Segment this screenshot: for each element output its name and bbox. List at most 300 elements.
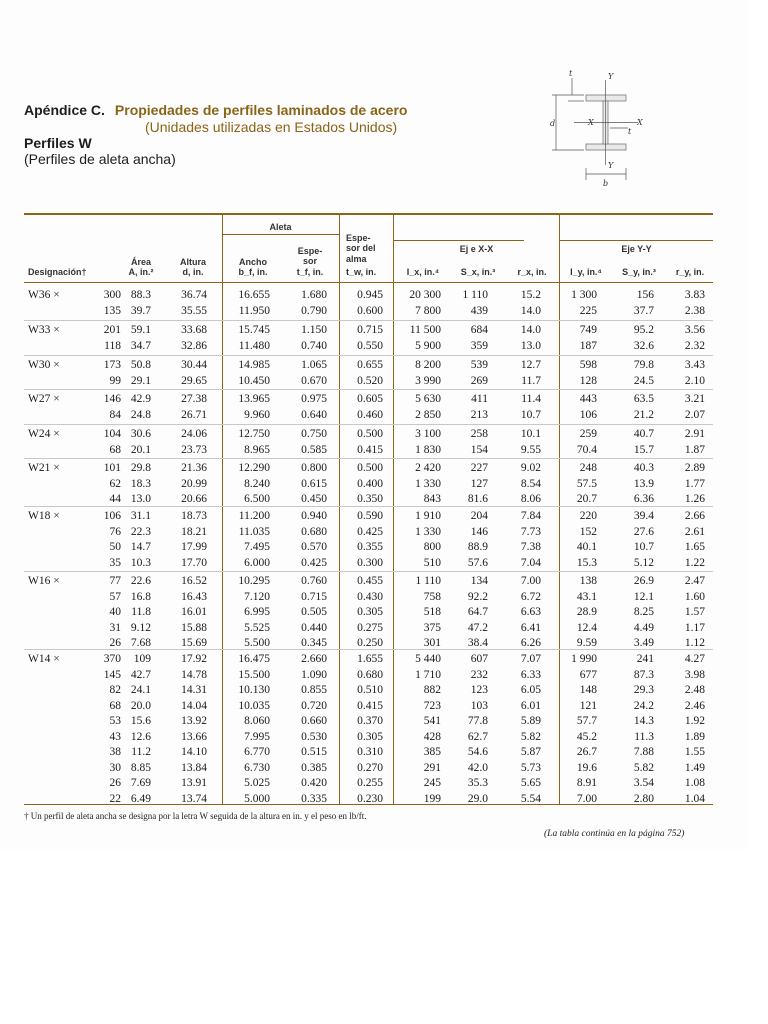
cell-iy: 598 bbox=[579, 359, 597, 371]
cell-espesor-aleta: 1.065 bbox=[301, 359, 327, 371]
cell-ancho: 5.000 bbox=[244, 792, 270, 805]
footnote: † Un perfil de aleta ancha se designa por la letra W seguida de la altura en in. y el peso en lb/ft. bbox=[24, 811, 367, 821]
cell-weight: 101 bbox=[103, 462, 121, 474]
cell-sx: 134 bbox=[470, 575, 488, 587]
diagram-label-tw: t bbox=[628, 127, 632, 136]
cell-rx: 5.65 bbox=[520, 777, 541, 789]
cell-area: 6.49 bbox=[130, 792, 151, 805]
cell-espesor-aleta: 0.420 bbox=[301, 777, 327, 789]
cell-altura: 13.92 bbox=[181, 715, 207, 727]
cell-altura: 14.78 bbox=[181, 668, 207, 681]
cell-iy: 121 bbox=[579, 699, 597, 712]
cell-altura: 20.66 bbox=[181, 493, 207, 505]
designation-prefix: W30 × bbox=[28, 359, 60, 371]
cell-weight: 68 bbox=[109, 443, 121, 456]
cell-ix: 199 bbox=[423, 792, 441, 805]
cell-ancho: 8.060 bbox=[244, 715, 270, 727]
cell-ry: 2.89 bbox=[684, 462, 705, 474]
cell-ry: 3.83 bbox=[684, 289, 705, 301]
cell-sx: 42.0 bbox=[467, 761, 488, 774]
cell-espesor-aleta: 0.940 bbox=[301, 510, 327, 522]
cell-espesor-aleta: 0.750 bbox=[301, 428, 327, 440]
cell-altura: 35.55 bbox=[181, 304, 207, 317]
cell-weight: 77 bbox=[109, 575, 121, 587]
designation-prefix: W14 × bbox=[28, 653, 60, 665]
eje-yy-rule bbox=[560, 240, 713, 241]
cell-ry: 2.10 bbox=[684, 374, 705, 387]
cell-ancho: 6.995 bbox=[244, 606, 270, 618]
cell-area: 7.69 bbox=[130, 777, 151, 789]
cell-iy: 28.9 bbox=[576, 606, 597, 618]
cell-rx: 7.84 bbox=[520, 510, 541, 522]
cell-weight: 26 bbox=[109, 637, 121, 649]
cell-ancho: 5.025 bbox=[244, 777, 270, 789]
cell-area: 24.8 bbox=[130, 408, 151, 421]
cell-espesor-aleta: 0.670 bbox=[301, 374, 327, 387]
cell-weight: 26 bbox=[109, 777, 121, 789]
cell-altura: 33.68 bbox=[181, 324, 207, 336]
cell-weight: 104 bbox=[103, 428, 121, 440]
cell-ix: 5 630 bbox=[415, 393, 441, 405]
appendix-title: Propiedades de perfiles laminados de acero bbox=[114, 102, 408, 118]
cell-sy: 13.9 bbox=[633, 477, 654, 490]
cell-altura: 14.04 bbox=[181, 699, 207, 712]
cell-weight: 300 bbox=[103, 289, 121, 301]
cell-ry: 1.92 bbox=[684, 715, 705, 727]
cell-rx: 6.41 bbox=[520, 621, 541, 634]
cell-altura: 17.99 bbox=[181, 541, 207, 553]
cell-altura: 27.38 bbox=[181, 393, 207, 405]
cell-rx: 14.0 bbox=[520, 304, 541, 317]
group-separator bbox=[24, 424, 713, 425]
cell-weight: 68 bbox=[109, 699, 121, 712]
cell-iy: 19.6 bbox=[576, 761, 597, 774]
header-aleta: Aleta bbox=[269, 222, 292, 232]
cell-ancho: 11.950 bbox=[238, 304, 270, 317]
cell-area: 50.8 bbox=[130, 359, 151, 371]
cell-ancho: 12.290 bbox=[238, 462, 270, 474]
cell-espesor-aleta: 0.975 bbox=[301, 393, 327, 405]
diagram-label-x-right: X bbox=[637, 118, 643, 127]
cell-ix: 3 100 bbox=[415, 428, 441, 440]
cell-espesor-alma: 0.400 bbox=[357, 477, 383, 490]
cell-iy: 1 990 bbox=[571, 653, 597, 665]
cell-ix: 3 990 bbox=[415, 374, 441, 387]
cell-ix: 2 420 bbox=[415, 462, 441, 474]
cell-espesor-alma: 0.600 bbox=[357, 304, 383, 317]
cell-espesor-alma: 0.275 bbox=[357, 621, 383, 634]
cell-altura: 20.99 bbox=[181, 477, 207, 490]
divider-aleta-left bbox=[222, 215, 223, 805]
cell-sy: 5.12 bbox=[633, 556, 654, 569]
cell-sx: 154 bbox=[470, 443, 488, 456]
cell-espesor-alma: 0.415 bbox=[357, 443, 383, 456]
cell-espesor-aleta: 0.660 bbox=[301, 715, 327, 727]
cell-iy: 152 bbox=[579, 525, 597, 538]
cell-ancho: 6.000 bbox=[244, 556, 270, 569]
cell-altura: 13.66 bbox=[181, 730, 207, 743]
cell-ix: 1 330 bbox=[415, 525, 441, 538]
cell-ancho: 6.500 bbox=[244, 493, 270, 505]
cell-ancho: 11.035 bbox=[238, 525, 270, 538]
cell-sx: 64.7 bbox=[467, 606, 488, 618]
diagram-label-y-bottom: Y bbox=[608, 161, 614, 170]
cell-area: 8.85 bbox=[130, 761, 151, 774]
cell-sx: 539 bbox=[470, 359, 488, 371]
cell-rx: 10.7 bbox=[520, 408, 541, 421]
cell-sy: 5.82 bbox=[633, 761, 654, 774]
header-iy: I_y, in.⁴ bbox=[570, 267, 602, 277]
cell-espesor-alma: 0.255 bbox=[357, 777, 383, 789]
cell-altura: 16.52 bbox=[181, 575, 207, 587]
cell-sy: 29.3 bbox=[633, 684, 654, 696]
cell-sy: 63.5 bbox=[633, 393, 654, 405]
designation-prefix: W24 × bbox=[28, 428, 60, 440]
cell-sy: 40.7 bbox=[633, 428, 654, 440]
cell-iy: 26.7 bbox=[576, 746, 597, 758]
group-separator bbox=[24, 506, 713, 507]
cell-altura: 14.31 bbox=[181, 684, 207, 696]
cell-ix: 1 710 bbox=[415, 668, 441, 681]
cell-ix: 800 bbox=[423, 541, 441, 553]
table-top-rule bbox=[24, 213, 713, 215]
cell-weight: 370 bbox=[103, 653, 121, 665]
cell-ry: 1.55 bbox=[684, 746, 705, 758]
cell-weight: 22 bbox=[109, 792, 121, 805]
cell-ancho: 10.295 bbox=[238, 575, 270, 587]
cell-rx: 13.0 bbox=[520, 339, 541, 352]
cell-sy: 12.1 bbox=[633, 590, 654, 603]
cell-espesor-aleta: 1.150 bbox=[301, 324, 327, 336]
cell-weight: 118 bbox=[104, 339, 121, 352]
cell-espesor-aleta: 0.715 bbox=[301, 590, 327, 603]
cell-rx: 5.87 bbox=[520, 746, 541, 758]
group-separator bbox=[24, 649, 713, 650]
cell-sy: 21.2 bbox=[633, 408, 654, 421]
cell-rx: 9.55 bbox=[520, 443, 541, 456]
cell-altura: 16.43 bbox=[181, 590, 207, 603]
cell-ry: 2.32 bbox=[684, 339, 705, 352]
cell-area: 14.7 bbox=[130, 541, 151, 553]
cell-sx: 232 bbox=[470, 668, 488, 681]
cell-area: 12.6 bbox=[130, 730, 151, 743]
cell-sx: 29.0 bbox=[467, 792, 488, 805]
diagram-label-bf: b bbox=[603, 179, 609, 188]
cell-sx: 103 bbox=[470, 699, 488, 712]
cell-ancho: 16.475 bbox=[238, 653, 270, 665]
cell-weight: 38 bbox=[109, 746, 121, 758]
cell-ix: 11 500 bbox=[409, 324, 441, 336]
cell-area: 31.1 bbox=[130, 510, 151, 522]
cell-espesor-aleta: 0.505 bbox=[301, 606, 327, 618]
cell-sx: 38.4 bbox=[467, 637, 488, 649]
cell-iy: 138 bbox=[579, 575, 597, 587]
cell-espesor-aleta: 0.570 bbox=[301, 541, 327, 553]
section-title: Perfiles W bbox=[24, 135, 92, 151]
header-alma-2: sor del bbox=[346, 243, 376, 253]
cell-espesor-alma: 0.370 bbox=[357, 715, 383, 727]
cell-sx: 213 bbox=[470, 408, 488, 421]
cell-espesor-alma: 0.300 bbox=[357, 556, 383, 569]
cell-espesor-aleta: 1.090 bbox=[301, 668, 327, 681]
cell-ix: 843 bbox=[423, 493, 441, 505]
cell-sy: 39.4 bbox=[633, 510, 654, 522]
cell-rx: 8.54 bbox=[520, 477, 541, 490]
cell-rx: 11.7 bbox=[521, 374, 541, 387]
cell-rx: 8.06 bbox=[520, 493, 541, 505]
cell-espesor-alma: 0.415 bbox=[357, 699, 383, 712]
cell-espesor-alma: 0.680 bbox=[357, 668, 383, 681]
cell-sy: 37.7 bbox=[633, 304, 654, 317]
cell-rx: 5.73 bbox=[520, 761, 541, 774]
cell-ry: 2.48 bbox=[684, 684, 705, 696]
cell-ix: 1 830 bbox=[415, 443, 441, 456]
cell-altura: 26.71 bbox=[181, 408, 207, 421]
cell-sx: 88.9 bbox=[467, 541, 488, 553]
designation-prefix: W18 × bbox=[28, 510, 60, 522]
cell-area: 9.12 bbox=[130, 621, 151, 634]
header-sx: S_x, in.³ bbox=[460, 267, 496, 277]
cell-area: 59.1 bbox=[130, 324, 151, 336]
cell-ix: 518 bbox=[423, 606, 441, 618]
cell-espesor-aleta: 0.530 bbox=[301, 730, 327, 743]
header-eje-yy: Eje Y-Y bbox=[621, 244, 652, 254]
cell-espesor-alma: 0.230 bbox=[357, 792, 383, 805]
cell-espesor-aleta: 0.720 bbox=[301, 699, 327, 712]
cell-area: 42.9 bbox=[130, 393, 151, 405]
cell-espesor-aleta: 0.790 bbox=[301, 304, 327, 317]
cell-sx: 411 bbox=[471, 393, 488, 405]
cell-espesor-aleta: 2.660 bbox=[301, 653, 327, 665]
cell-ix: 1 110 bbox=[415, 575, 441, 587]
header-designacion: Designación† bbox=[28, 267, 87, 277]
cell-sx: 1 110 bbox=[462, 289, 488, 301]
cell-iy: 187 bbox=[579, 339, 597, 352]
cell-ancho: 9.960 bbox=[244, 408, 270, 421]
cell-ry: 2.07 bbox=[684, 408, 705, 421]
diagram-label-x-left: X bbox=[588, 118, 594, 127]
cell-espesor-aleta: 0.760 bbox=[301, 575, 327, 587]
aleta-rule bbox=[222, 234, 339, 235]
header-rx: r_x, in. bbox=[517, 267, 547, 277]
cell-rx: 11.4 bbox=[521, 393, 541, 405]
cell-sx: 35.3 bbox=[467, 777, 488, 789]
cell-ry: 1.04 bbox=[684, 792, 705, 805]
cell-ry: 2.91 bbox=[684, 428, 705, 440]
section-subtitle: (Perfiles de aleta ancha) bbox=[24, 151, 176, 167]
cell-area: 29.8 bbox=[130, 462, 151, 474]
cell-weight: 50 bbox=[109, 541, 121, 553]
cell-espesor-aleta: 0.680 bbox=[301, 525, 327, 538]
cell-iy: 8.91 bbox=[576, 777, 597, 789]
header-ancho-1: Ancho bbox=[239, 257, 267, 267]
cell-espesor-aleta: 0.335 bbox=[301, 792, 327, 805]
cell-ancho: 15.745 bbox=[238, 324, 270, 336]
cell-sx: 127 bbox=[470, 477, 488, 490]
cell-weight: 146 bbox=[103, 393, 121, 405]
cell-iy: 749 bbox=[579, 324, 597, 336]
cell-espesor-alma: 0.520 bbox=[357, 374, 383, 387]
cell-espesor-aleta: 0.515 bbox=[301, 746, 327, 758]
cell-ancho: 16.655 bbox=[238, 289, 270, 301]
cell-ix: 723 bbox=[423, 699, 441, 712]
cell-iy: 45.2 bbox=[576, 730, 597, 743]
designation-prefix: W21 × bbox=[28, 462, 60, 474]
cell-altura: 36.74 bbox=[181, 289, 207, 301]
cell-rx: 15.2 bbox=[520, 289, 541, 301]
cell-espesor-alma: 0.310 bbox=[357, 746, 383, 758]
cell-espesor-alma: 0.655 bbox=[357, 359, 383, 371]
header-ancho-2: b_f, in. bbox=[238, 267, 268, 277]
diagram-label-y-top: Y bbox=[608, 72, 614, 81]
cell-altura: 13.74 bbox=[181, 792, 207, 805]
cell-espesor-alma: 0.500 bbox=[357, 428, 383, 440]
cell-altura: 14.10 bbox=[181, 746, 207, 758]
cell-ancho: 11.200 bbox=[238, 510, 270, 522]
cell-ry: 1.60 bbox=[684, 590, 705, 603]
cell-ix: 301 bbox=[423, 637, 441, 649]
cell-area: 10.3 bbox=[130, 556, 151, 569]
cell-ry: 2.47 bbox=[684, 575, 705, 587]
cell-rx: 14.0 bbox=[520, 324, 541, 336]
cell-ancho: 5.525 bbox=[244, 621, 270, 634]
cell-weight: 44 bbox=[109, 493, 121, 505]
diagram-label-d: d bbox=[550, 119, 556, 128]
cell-ancho: 10.450 bbox=[238, 374, 270, 387]
cell-sy: 7.88 bbox=[633, 746, 654, 758]
cell-altura: 15.88 bbox=[181, 621, 207, 634]
header-sy: S_y, in.³ bbox=[622, 267, 656, 277]
cell-ix: 8 200 bbox=[415, 359, 441, 371]
cell-rx: 7.04 bbox=[520, 556, 541, 569]
cell-ry: 4.27 bbox=[684, 653, 705, 665]
cell-rx: 7.73 bbox=[520, 525, 541, 538]
cell-weight: 43 bbox=[109, 730, 121, 743]
cell-rx: 7.38 bbox=[520, 541, 541, 553]
cell-sx: 62.7 bbox=[467, 730, 488, 743]
cell-iy: 220 bbox=[579, 510, 597, 522]
cell-espesor-aleta: 0.740 bbox=[301, 339, 327, 352]
designation-prefix: W36 × bbox=[28, 289, 60, 301]
cell-sy: 241 bbox=[636, 653, 654, 665]
cell-espesor-aleta: 0.425 bbox=[301, 556, 327, 569]
cell-weight: 76 bbox=[109, 525, 121, 538]
designation-prefix: W16 × bbox=[28, 575, 60, 587]
cell-ancho: 10.130 bbox=[238, 684, 270, 696]
cell-altura: 21.36 bbox=[181, 462, 207, 474]
cell-weight: 106 bbox=[103, 510, 121, 522]
cell-ancho: 7.120 bbox=[244, 590, 270, 603]
cell-espesor-alma: 0.510 bbox=[357, 684, 383, 696]
cell-altura: 23.73 bbox=[181, 443, 207, 456]
cell-ix: 1 910 bbox=[415, 510, 441, 522]
cell-iy: 1 300 bbox=[571, 289, 597, 301]
cell-altura: 17.70 bbox=[181, 556, 207, 569]
cell-weight: 40 bbox=[109, 606, 121, 618]
cell-espesor-alma: 0.425 bbox=[357, 525, 383, 538]
cell-sx: 269 bbox=[470, 374, 488, 387]
cell-espesor-aleta: 0.640 bbox=[301, 408, 327, 421]
cell-ix: 428 bbox=[423, 730, 441, 743]
cell-sx: 258 bbox=[470, 428, 488, 440]
cell-ix: 1 330 bbox=[415, 477, 441, 490]
cell-area: 18.3 bbox=[130, 477, 151, 490]
cell-ry: 1.65 bbox=[684, 541, 705, 553]
cell-rx: 6.01 bbox=[520, 699, 541, 712]
cell-sx: 227 bbox=[470, 462, 488, 474]
cell-espesor-alma: 0.590 bbox=[357, 510, 383, 522]
cell-espesor-aleta: 0.345 bbox=[301, 637, 327, 649]
cell-sy: 79.8 bbox=[633, 359, 654, 371]
cell-ix: 541 bbox=[423, 715, 441, 727]
cell-sy: 8.25 bbox=[633, 606, 654, 618]
cell-ancho: 8.965 bbox=[244, 443, 270, 456]
cell-iy: 43.1 bbox=[576, 590, 597, 603]
cell-espesor-alma: 0.430 bbox=[357, 590, 383, 603]
cell-rx: 12.7 bbox=[520, 359, 541, 371]
cell-sy: 27.6 bbox=[633, 525, 654, 538]
cell-area: 11.8 bbox=[131, 606, 151, 618]
cell-iy: 12.4 bbox=[576, 621, 597, 634]
cell-ix: 2 850 bbox=[415, 408, 441, 421]
cell-ry: 2.61 bbox=[684, 525, 705, 538]
cell-ry: 1.89 bbox=[684, 730, 705, 743]
cell-area: 15.6 bbox=[130, 715, 151, 727]
cell-area: 39.7 bbox=[130, 304, 151, 317]
cell-area: 42.7 bbox=[130, 668, 151, 681]
cell-iy: 443 bbox=[579, 393, 597, 405]
group-separator bbox=[24, 320, 713, 321]
cell-iy: 57.7 bbox=[576, 715, 597, 727]
cell-sx: 77.8 bbox=[467, 715, 488, 727]
cell-ry: 1.87 bbox=[684, 443, 705, 456]
cell-espesor-aleta: 0.450 bbox=[301, 493, 327, 505]
cell-area: 20.1 bbox=[130, 443, 151, 456]
cell-ry: 1.12 bbox=[684, 637, 705, 649]
cell-espesor-alma: 0.355 bbox=[357, 541, 383, 553]
cell-ix: 758 bbox=[423, 590, 441, 603]
cell-area: 16.8 bbox=[130, 590, 151, 603]
cell-sy: 3.54 bbox=[633, 777, 654, 789]
header-bottom-rule bbox=[24, 282, 713, 283]
group-separator bbox=[24, 458, 713, 459]
divider-alma-right bbox=[393, 215, 394, 805]
header-area-2: A, in.² bbox=[128, 267, 154, 277]
cell-iy: 248 bbox=[579, 462, 597, 474]
cell-sx: 57.6 bbox=[467, 556, 488, 569]
cell-sx: 92.2 bbox=[467, 590, 488, 603]
cell-sy: 95.2 bbox=[633, 324, 654, 336]
cell-espesor-aleta: 0.385 bbox=[301, 761, 327, 774]
cell-weight: 57 bbox=[109, 590, 121, 603]
cell-ry: 1.22 bbox=[684, 556, 705, 569]
cell-sx: 684 bbox=[470, 324, 488, 336]
cell-espesor-alma: 0.305 bbox=[357, 606, 383, 618]
cell-sy: 26.9 bbox=[633, 575, 654, 587]
cell-area: 30.6 bbox=[130, 428, 151, 440]
cell-ix: 7 800 bbox=[415, 304, 441, 317]
cell-ry: 1.77 bbox=[684, 477, 705, 490]
cell-rx: 6.63 bbox=[520, 606, 541, 618]
cell-altura: 30.44 bbox=[181, 359, 207, 371]
cell-rx: 6.33 bbox=[520, 668, 541, 681]
cell-iy: 9.59 bbox=[576, 637, 597, 649]
cell-iy: 70.4 bbox=[576, 443, 597, 456]
cell-espesor-aleta: 0.800 bbox=[301, 462, 327, 474]
designation-prefix: W33 × bbox=[28, 324, 60, 336]
cell-ix: 5 900 bbox=[415, 339, 441, 352]
cell-ancho: 5.500 bbox=[244, 637, 270, 649]
